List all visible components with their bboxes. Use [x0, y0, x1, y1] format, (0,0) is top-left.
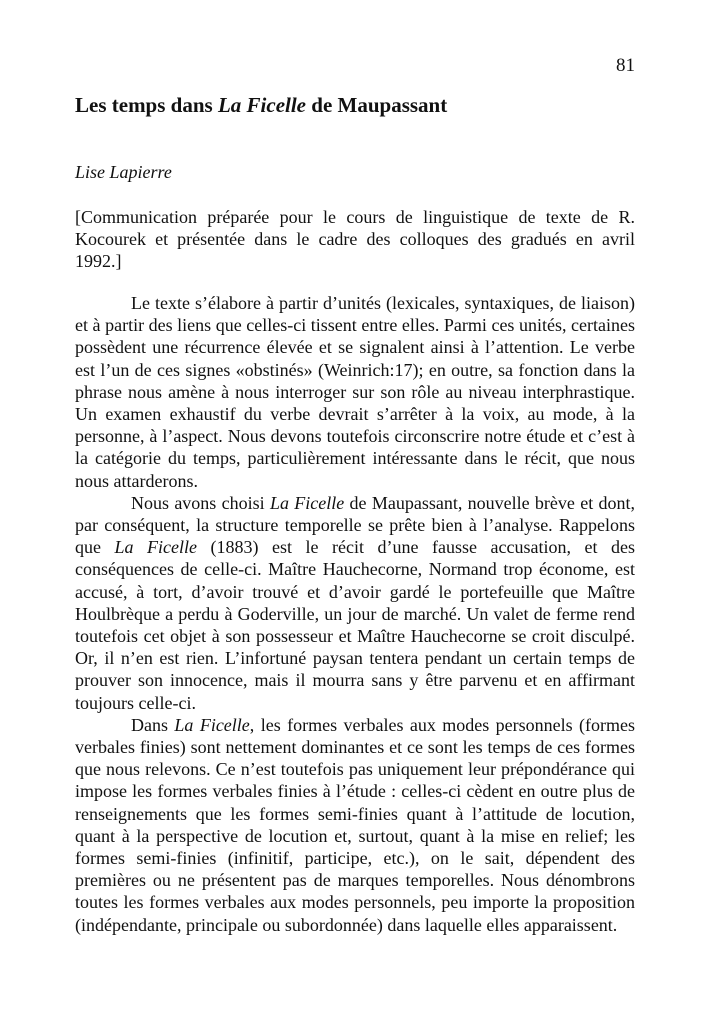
note-text: [Communication préparée pour le cours de linguistique de texte de R. Kocourek et présentée dans le cadre des colloques des gradués en avril 1992.]	[75, 207, 635, 272]
author-name: Lise Lapierre	[75, 162, 172, 182]
paragraph-2-part-a: Nous avons choisi	[131, 492, 270, 513]
article-body	[75, 292, 635, 936]
article-title	[75, 93, 447, 118]
paragraph-3-work-name: La Ficelle	[174, 714, 250, 735]
title-part-2: de Maupassant	[306, 93, 448, 117]
paragraph-2-work-name-2: La Ficelle	[114, 537, 198, 558]
paragraph-2-part-e: (1883) est le récit d’une fausse accusation, et des conséquences de celle-ci. Maître Hauchecorne, Normand trop économe, est accusé, à tort, d’avoir trouvé et d’avoir gardé le portefeuille que Maître Houlbrèque a perdu à Goderville, un jour de marché. Un valet de ferme rend toutefois cet objet à son possesseur et Maître Hauchecorne se croit disculpé. Or, il n’en est rien. L’infortuné paysan tentera pendant un certain temps de prouver son innocence, mais il mourra sans y être parvenu et en affirmant toujours celle-ci.	[75, 537, 635, 713]
paragraph-3-part-a: Dans	[131, 714, 175, 735]
paragraph-3	[75, 714, 635, 936]
paragraph-3-part-c: , les formes verbales aux modes personnels (formes verbales finies) sont nettement dominantes et ce sont les temps de ces formes que nous relevons. Ce n’est toutefois pas uniquement leur prépondérance qui impose les formes verbales finies à l’étude : celles-ci cèdent en outre plus de renseignements que les formes semi-finies quant à l’attitude de locution, quant à la perspective de locution et, surtout, quant à la mise en relief; les formes semi-finies (infinitif, participe, etc.), on le sait, dépendent des premières ou ne présentent pas de marques temporelles. Nous dénombrons toutes les formes verbales aux modes personnels, peu importe la proposition (indépendante, principale ou subordonnée) dans laquelle elles apparaissent.	[75, 714, 635, 935]
paragraph-1: Le texte s’élabore à partir d’unités (lexicales, syntaxiques, de liaison) et à partir des liens que celles-ci tissent entre elles. Parmi ces unités, certaines possèdent une récurrence élevée et se signalent ainsi à l’attention. Le verbe est l’un de ces signes «obstinés» (Weinrich:17); en outre, sa fonction dans la phrase nous amène à nous interroger sur son rôle au niveau interphrastique. Un examen exhaustif du verbe devrait s’arrêter à la voix, au mode, à la personne, à l’aspect. Nous devons toutefois circonscrire notre étude et c’est à la catégorie du temps, particulièrement intéressante dans le récit, que nous nous attarderons.	[75, 293, 635, 491]
paragraph-2-part-c: de Maupassant, nouvelle brève et dont, par conséquent, la structure temporelle se prête bien à l’analyse. Rappelons que	[75, 492, 636, 558]
page-number: 81	[616, 55, 635, 76]
title-work-name: La Ficelle	[217, 93, 307, 117]
editorial-note	[75, 206, 635, 273]
paragraph-2	[75, 492, 635, 714]
paragraph-2-work-name-1: La Ficelle	[269, 492, 345, 513]
title-part-1: Les temps dans	[75, 93, 218, 117]
